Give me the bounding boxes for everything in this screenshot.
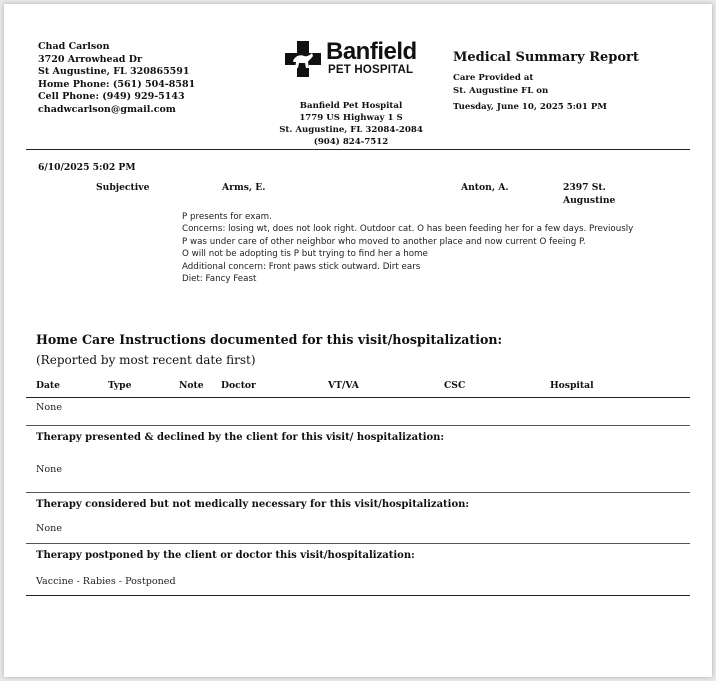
client-cell-phone: Cell Phone: (949) 929-5143 (38, 91, 185, 103)
care-line-2: St. Augustine FL on (453, 85, 549, 96)
document-page (4, 4, 712, 677)
care-line-1: Care Provided at (453, 73, 534, 83)
clinic-city: St. Augustine, FL 32084-2084 (279, 125, 423, 135)
client-street: 3720 Arrowhead Dr (38, 53, 142, 65)
column-header-note: Note (179, 380, 204, 391)
client-email: chadwcarlson@gmail.com (38, 103, 176, 115)
therapy-not-necessary-title: Therapy considered but not medically necessary for this visit/hospitalization: (36, 499, 470, 510)
column-header-type: Type (108, 380, 132, 391)
visit-notes (182, 211, 633, 285)
logo-name: Banfield (326, 38, 417, 65)
note-line: O will not be adopting tis P but trying to find her a home (182, 249, 428, 260)
care-provided (453, 72, 607, 114)
home-care-subtitle: (Reported by most recent date first) (36, 353, 256, 367)
column-header-doctor: Doctor (221, 380, 256, 391)
visit-staff-1: Arms, E. (222, 182, 266, 193)
client-name: Chad Carlson (38, 41, 110, 52)
therapy-declined-title: Therapy presented & declined by the client for this visit/ hospitalization: (36, 432, 445, 443)
visit-datetime: 6/10/2025 5:02 PM (38, 162, 136, 173)
therapy-postponed-rule (26, 595, 690, 596)
home-care-rule (26, 425, 690, 426)
visit-location-line-2: Augustine (563, 194, 616, 206)
column-header-date: Date (36, 380, 61, 391)
client-city: St Augustine, FL 320865591 (38, 66, 190, 78)
home-care-value: None (36, 402, 63, 413)
clinic-name: Banfield Pet Hospital (299, 101, 403, 111)
visit-staff-2: Anton, A. (461, 182, 509, 193)
client-home-phone: Home Phone: (561) 504-8581 (38, 78, 196, 90)
note-line: Diet: Fancy Feast (182, 274, 257, 285)
column-header-vtva: VT/VA (328, 380, 359, 391)
logo-subtitle: PET HOSPITAL (328, 64, 414, 76)
note-line: Additional concern: Front paws stick outward. Dirt ears (182, 261, 421, 272)
therapy-not-necessary-value: None (36, 523, 63, 534)
client-info (38, 41, 195, 117)
note-line: Concerns: losing wt, does not look right. Outdoor cat. O has been feeding her for a few days. Previously (182, 224, 634, 235)
pet-cross-icon (284, 40, 322, 78)
clinic-phone: (904) 824-7512 (313, 137, 389, 147)
home-care-title: Home Care Instructions documented for this visit/hospitalization: (36, 332, 503, 347)
report-title: Medical Summary Report (453, 50, 639, 65)
home-care-header-rule (26, 397, 690, 398)
visit-location (563, 182, 615, 207)
therapy-declined-value: None (36, 464, 63, 475)
column-header-hospital: Hospital (550, 380, 594, 391)
therapy-postponed-title: Therapy postponed by the client or doctor this visit/hospitalization: (36, 550, 415, 561)
note-line: P was under care of other neighbor who moved to another place and now current O feeing P. (182, 236, 586, 247)
therapy-not-necessary-rule (26, 543, 690, 544)
banfield-logo (284, 40, 424, 82)
therapy-declined-rule (26, 492, 690, 493)
note-line: P presents for exam. (182, 212, 272, 222)
clinic-street: 1779 US Highway 1 S (299, 113, 403, 123)
header-divider (26, 149, 690, 150)
column-header-csc: CSC (444, 380, 466, 391)
care-date: Tuesday, June 10, 2025 5:01 PM (453, 102, 607, 112)
visit-location-line-1: 2397 St. (563, 182, 606, 193)
clinic-info (276, 100, 426, 148)
visit-type: Subjective (96, 182, 150, 193)
therapy-postponed-value: Vaccine - Rabies - Postponed (36, 576, 176, 587)
